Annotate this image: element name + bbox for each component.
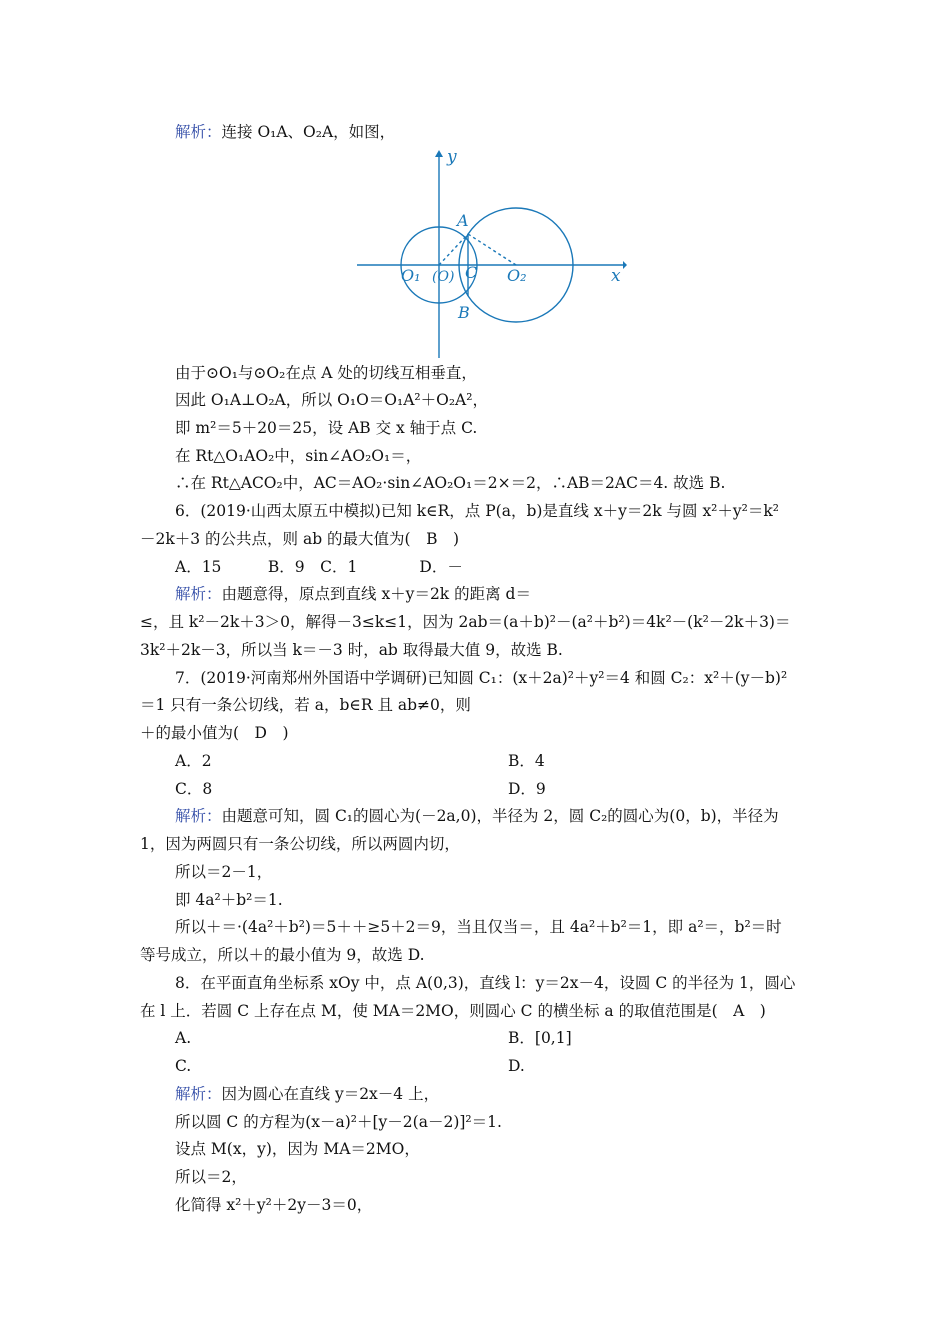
question-7-line: 7．(2019·河南郑州外国语中学调研)已知圆 C₁：(x＋2a)²＋y²＝4 和圆 C₂：x²＋(y－b)² <box>175 669 788 687</box>
y-axis-label: y <box>447 148 457 167</box>
analysis-line <box>175 805 779 827</box>
option-a: A. <box>175 1029 192 1047</box>
text-line: 由于⊙O₁与⊙O₂在点 A 处的切线互相垂直， <box>175 364 477 382</box>
x-axis-label: x <box>611 266 621 286</box>
segment-o1a <box>439 234 468 265</box>
question-7-line: ＋的最小值为( D ) <box>140 724 289 742</box>
text-line: 等号成立，所以＋的最小值为 9，故选 D. <box>140 946 425 964</box>
analysis-label: 解析： <box>175 585 222 603</box>
text-line: 3k²＋2k－3，所以当 k＝－3 时，ab 取得最大值 9，故选 B. <box>140 641 563 659</box>
text-line: 所以＝2， <box>175 1168 247 1186</box>
x-axis-arrow <box>623 261 627 269</box>
text-line: 所以＋＝·(4a²＋b²)＝5＋＋≥5＋2＝9，当且仅当＝，且 4a²＋b²＝1，即 a²＝，b²＝时 <box>175 918 782 936</box>
analysis-text: 由题意可知，圆 C₁的圆心为(－2a,0)，半径为 2，圆 C₂的圆心为(0，b)，半径为 <box>221 807 779 825</box>
option-d: D．9 <box>508 780 546 798</box>
question-6-options: A．15 B．9 C．1 D．－ <box>175 558 463 576</box>
point-b-label: B <box>458 303 470 322</box>
question-8-line: 8．在平面直角坐标系 xOy 中，点 A(0,3)，直线 l：y＝2x－4，设圆 C 的半径为 1，圆心 <box>175 974 796 992</box>
option-d: D. <box>508 1057 525 1075</box>
text-line: 化简得 x²＋y²＋2y－3＝0， <box>175 1196 373 1214</box>
analysis-line <box>175 1083 439 1105</box>
intro-line <box>175 121 395 143</box>
text-line: 设点 M(x，y)，因为 MA＝2MO， <box>175 1140 420 1158</box>
text-line: 所以＝2－1， <box>175 863 273 881</box>
analysis-label: 解析： <box>175 807 222 825</box>
option-b: B．[0,1] <box>508 1029 572 1047</box>
point-o2-label: O₂ <box>507 266 527 285</box>
point-c-label: C <box>465 263 478 282</box>
text-line: 所以圆 C 的方程为(x－a)²＋[y－2(a－2)]²＝1. <box>175 1113 502 1131</box>
point-a-label: A <box>457 211 469 230</box>
text-line: 在 Rt△O₁AO₂中，sin∠AO₂O₁＝， <box>175 447 422 465</box>
text-line: 因此 O₁A⊥O₂A，所以 O₁O＝O₁A²＋O₂A²， <box>175 391 488 409</box>
analysis-line <box>175 583 531 605</box>
question-6-line: －2k＋3 的公共点，则 ab 的最大值为( B ) <box>140 530 460 548</box>
intro-text: 连接 O₁A、O₂A，如图， <box>221 123 396 141</box>
option-c: C．8 <box>175 780 213 798</box>
analysis-label: 解析： <box>175 1085 222 1103</box>
analysis-text: 由题意得，原点到直线 x＋y＝2k 的距离 d＝ <box>221 585 531 603</box>
analysis-text: 因为圆心在直线 y＝2x－4 上， <box>221 1085 440 1103</box>
option-c: C. <box>175 1057 192 1075</box>
text-line: 即 m²＝5＋20＝25，设 AB 交 x 轴于点 C. <box>175 419 478 437</box>
option-b: B．4 <box>508 752 545 770</box>
circles-figure <box>355 148 627 360</box>
circles-diagram <box>355 148 627 360</box>
text-line: 即 4a²＋b²＝1. <box>175 891 283 909</box>
question-6-line: 6．(2019·山西太原五中模拟)已知 k∈R，点 P(a，b)是直线 x＋y＝2k 与圆 x²＋y²＝k² <box>175 502 779 520</box>
segment-o2a <box>468 234 516 265</box>
option-a: A．2 <box>175 752 212 770</box>
point-o1-label: O₁ <box>401 266 421 285</box>
text-line: ≤，且 k²－2k＋3＞0，解得－3≤k≤1，因为 2ab＝(a＋b)²－(a²＋b²)＝4k²－(k²－2k＋3)＝ <box>140 613 791 631</box>
question-8-line: 在 l 上．若圆 C 上存在点 M，使 MA＝2MO，则圆心 C 的横坐标 a 的取值范围是( A ) <box>140 1002 766 1020</box>
text-line: 1，因为两圆只有一条公切线，所以两圆内切， <box>140 835 460 853</box>
text-line: ∴在 Rt△ACO₂中，AC＝AO₂·sin∠AO₂O₁＝2×＝2，∴AB＝2AC＝4. 故选 B. <box>175 474 726 492</box>
question-7-line: ＝1 只有一条公切线，若 a，b∈R 且 ab≠0，则 <box>140 696 471 714</box>
point-o-label: (O) <box>432 269 455 285</box>
y-axis-arrow <box>435 150 443 157</box>
analysis-label: 解析： <box>175 123 222 141</box>
